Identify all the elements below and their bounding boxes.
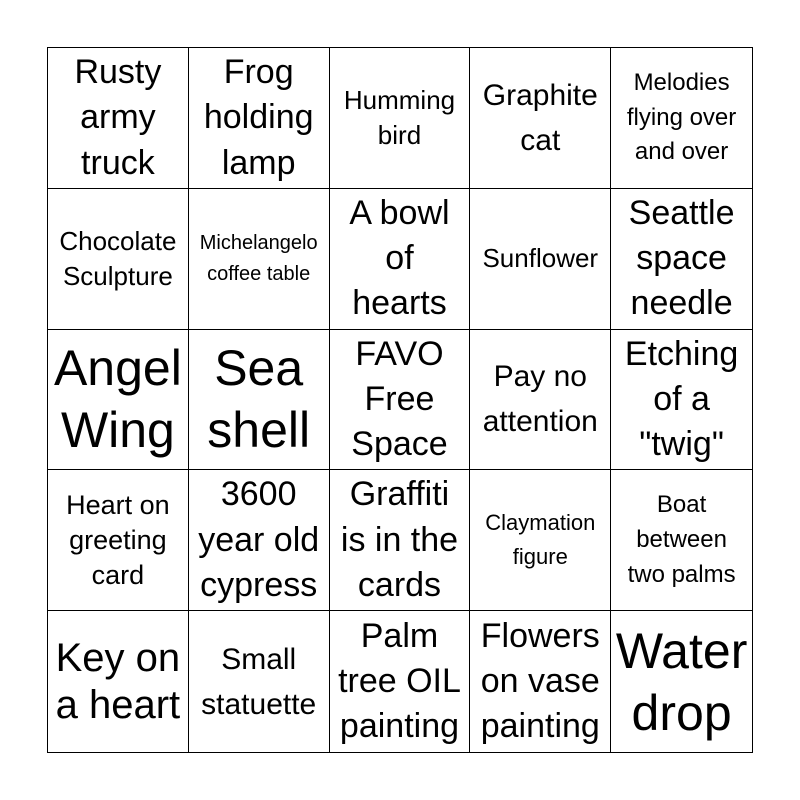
cell-text: A bowl of hearts [349,193,450,323]
cell-text: Water drop [615,622,748,741]
bingo-cell[interactable] [330,470,471,611]
bingo-cell[interactable] [189,48,330,189]
bingo-cell[interactable] [611,189,752,330]
bingo-cell[interactable] [48,189,189,330]
bingo-cell[interactable] [189,189,330,330]
bingo-cell[interactable] [189,611,330,752]
bingo-cell[interactable] [330,189,471,330]
cell-text: Seattle space needle [628,193,735,323]
cell-text: Michelangelo coffee table [199,231,318,285]
cell-text: FAVO Free Space [351,334,448,464]
bingo-board [47,47,753,753]
cell-text: Humming bird [343,84,456,150]
bingo-cell[interactable] [470,330,611,471]
cell-text: 3600 year old cypress [198,475,320,604]
cell-text: Heart on greeting card [66,489,170,590]
cell-text: Melodies flying over and over [626,68,737,166]
bingo-cell[interactable] [611,48,752,189]
cell-text: Graffiti is in the cards [340,475,459,604]
bingo-cell[interactable] [189,330,330,471]
bingo-cell[interactable] [470,470,611,611]
cell-text: Sea shell [207,340,311,459]
bingo-cell[interactable] [330,611,471,752]
cell-text: Palm tree OIL painting [338,616,461,746]
free-space-cell[interactable] [330,330,471,471]
bingo-cell[interactable] [48,611,189,752]
bingo-cell[interactable] [470,611,611,752]
cell-text: Frog holding lamp [203,53,314,182]
bingo-cell[interactable] [48,470,189,611]
bingo-cell[interactable] [470,48,611,189]
cell-text: Key on a heart [55,636,181,727]
cell-text: Flowers on vase painting [480,616,600,746]
cell-text: Chocolate Sculpture [59,225,177,291]
cell-text: Etching of a "twig" [624,334,739,464]
bingo-cell[interactable] [330,48,471,189]
bingo-cell[interactable] [611,611,752,752]
cell-text: Claymation figure [485,509,596,570]
bingo-cell[interactable] [189,470,330,611]
cell-text: Boat between two palms [627,491,736,588]
bingo-cell[interactable] [48,48,189,189]
cell-text: Angel Wing [53,340,182,459]
bingo-cell[interactable] [611,470,752,611]
bingo-cell[interactable] [611,330,752,471]
cell-text: Small statuette [201,642,317,721]
cell-text: Rusty army truck [74,53,162,182]
cell-text: Pay no attention [482,360,598,439]
bingo-cell[interactable] [470,189,611,330]
cell-text: Graphite cat [482,78,598,157]
cell-text: Sunflower [482,243,599,274]
bingo-cell[interactable] [48,330,189,471]
